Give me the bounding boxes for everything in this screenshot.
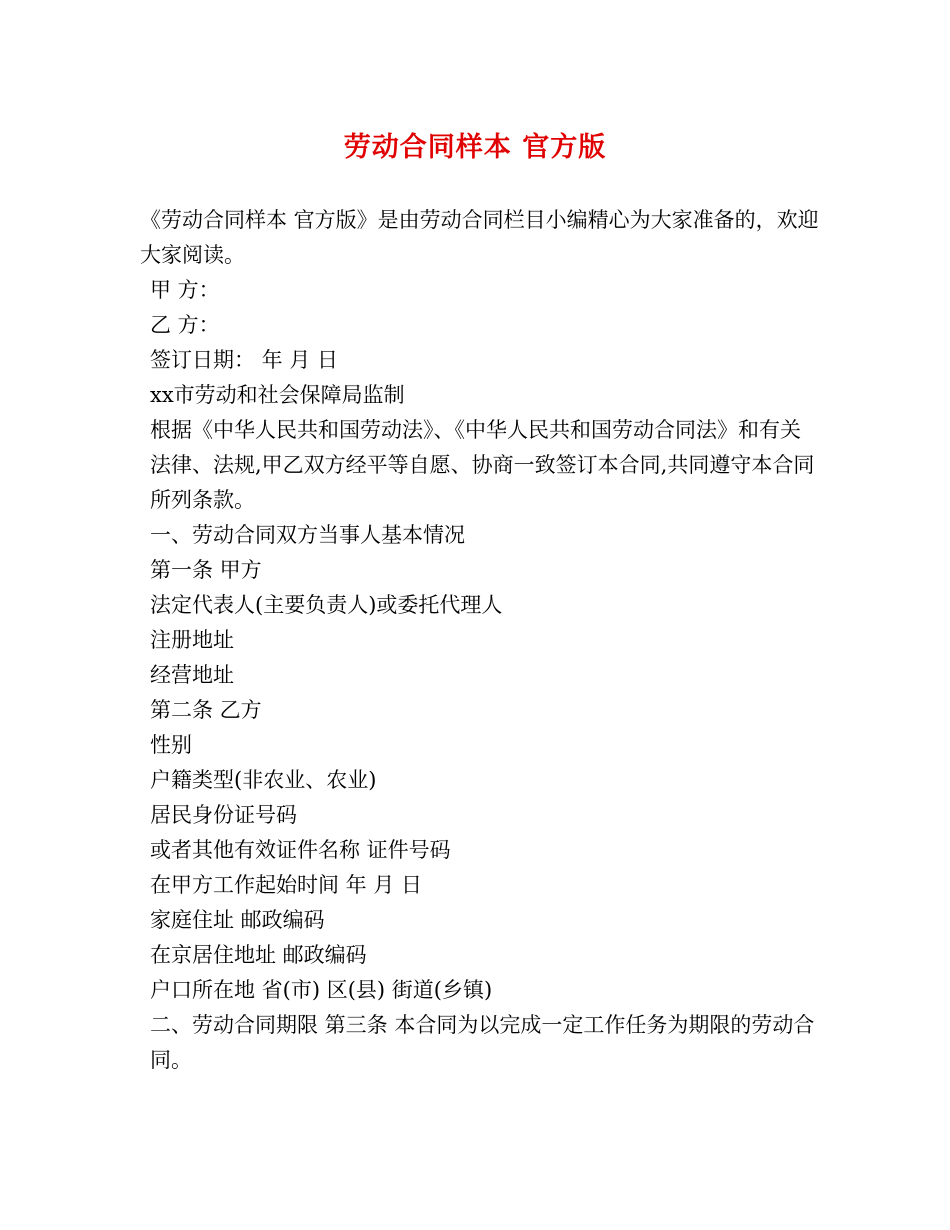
- article-one-line: 第一条 甲方: [150, 558, 262, 582]
- legal-representative-line: 法定代表人(主要负责人)或委托代理人: [150, 593, 503, 617]
- party-a-line: 甲 方：: [150, 278, 220, 302]
- signing-date-line: 签订日期： 年 月 日: [150, 348, 339, 372]
- beijing-address-line: 在京居住地址 邮政编码: [150, 943, 367, 967]
- legal-basis-paragraph: 根据《中华人民共和国劳动法》、《中华人民共和国劳动合同法》和有关法律、法规,甲乙双方经平等自愿、协商一致签订本合同,共同遵守本合同所列条款。: [150, 418, 815, 512]
- supervisor-line: xx市劳动和社会保障局监制: [150, 383, 405, 407]
- intro-paragraph: 《劳动合同样本 官方版》是由劳动合同栏目小编精心为大家准备的，欢迎大家阅读。: [140, 208, 819, 267]
- other-id-line: 或者其他有效证件名称 证件号码: [150, 838, 451, 862]
- document-body: [140, 203, 820, 1078]
- party-b-line: 乙 方：: [150, 313, 220, 337]
- registered-address-line: 注册地址: [150, 628, 234, 652]
- section-one-heading: 一、劳动合同双方当事人基本情况: [150, 523, 465, 547]
- gender-line: 性别: [150, 733, 192, 757]
- document-title: 劳动合同样本 官方版: [343, 132, 607, 163]
- hukou-location-line: 户口所在地 省(市) 区(县) 街道(乡镇): [150, 978, 493, 1002]
- household-type-line: 户籍类型(非农业、农业): [150, 768, 377, 792]
- id-number-line: 居民身份证号码: [150, 803, 297, 827]
- business-address-line: 经营地址: [150, 663, 234, 687]
- home-address-line: 家庭住址 邮政编码: [150, 908, 325, 932]
- article-two-line: 第二条 乙方: [150, 698, 262, 722]
- start-date-line: 在甲方工作起始时间 年 月 日: [150, 873, 423, 897]
- section-two-paragraph: 二、劳动合同期限 第三条 本合同为以完成一定工作任务为期限的劳动合同。: [150, 1013, 815, 1072]
